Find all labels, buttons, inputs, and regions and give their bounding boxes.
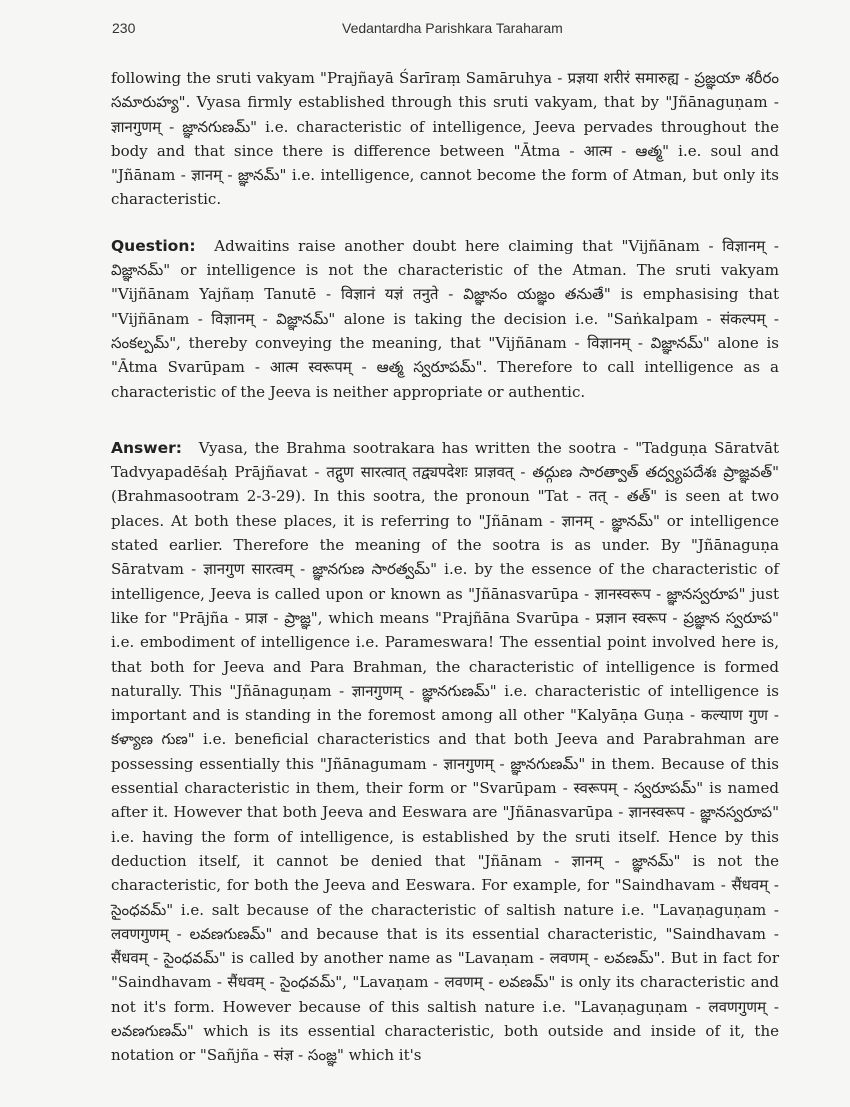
paragraph-question <box>111 234 779 404</box>
answer-label: Answer: <box>111 438 182 457</box>
page-body <box>111 66 779 1090</box>
question-label: Question: <box>111 236 196 255</box>
page-number: 230 <box>112 20 136 36</box>
paragraph-answer <box>111 436 779 1068</box>
page-header <box>112 20 772 40</box>
paragraph-text: following the sruti vakyam "Prajñayā Śarīraṃ Samāruhya - प्रज्ञया शरीरं समारुह्य - ప్రజ్ఞయా శరీరం సమారుహ్య". Vyasa firmly established through this sruti vakyam, that by "Jñānaguṇam - ज्ञानगुणम् - జ్ఞానగుణమ్" i.e. characteristic of intelligence, Jeeva pervades throughout the body and that since there is difference between "Ātma - आत्म - ఆత్మ" i.e. soul and "Jñānam - ज्ञानम् - జ్ఞానమ్" i.e. intelligence, cannot become the form of Atman, but only its characteristic. <box>111 69 779 209</box>
running-title: Vedantardha Parishkara Taraharam <box>342 20 563 36</box>
paragraph-intro <box>111 66 779 212</box>
paragraph-text: Vyasa, the Brahma sootrakara has written the sootra - "Tadguṇa Sāratvāt Tadvyapadēśaḥ Prājñavat - तद्गुण सारत्वात् तद्व्यपदेशः प्राज्ञवत् - తద్గుణ సారత్వాత్ తద్వ్యపదేశః ప్రాజ్ఞవత్" (Brahmasootram 2-3-29). In this sootra, the pronoun "Tat - तत् - తత్" is seen at two places. At both these places, it is referring to "Jñānam - ज्ञानम् - జ్ఞానమ్" or intelligence stated earlier. Therefore the meaning of the sootra is as under. By "Jñānaguṇa Sāratvam - ज्ञानगुण सारत्वम् - జ్ఞానగుణ సారత్వమ్" i.e. by the essence of the characteristic of intelligence, Jeeva is called upon or known as "Jñānasvarūpa - ज्ञानस्वरूप - జ్ఞానస్వరూప" just like for "Prājña - प्राज्ञ - ప్రాజ్ఞ", which means "Prajñāna Svarūpa - प्रज्ञान स्वरूप - ప్రజ్ఞాన స్వరూప" i.e. embodiment of intelligence i.e. Parameswara! The essential point involved here is, that both for Jeeva and Para Brahman, the characteristic of intelligence is formed naturally. This "Jñānaguṇam - ज्ञानगुणम् - జ్ఞానగుణమ్" i.e. characteristic of intelligence is important and is standing in the foremost among all other "Kalyāṇa Guṇa - कल्याण गुण - కళ్యాణ గుణ" i.e. beneficial characteristics and that both Jeeva and Parabrahman are possessing essentially this "Jñānagumam - ज्ञानगुणम् - జ్ఞానగుణమ్" in them. Because of this essential characteristic in them, their form or "Svarūpam - स्वरूपम् - స్వరూపమ్" is named after it. However that both Jeeva and Eeswara are "Jñānasvarūpa - ज्ञानस्वरूप - జ్ఞానస్వరూప" i.e. having the form of intelligence, is established by the sruti itself. Hence by this deduction itself, it cannot be denied that "Jñānam - ज्ञानम् - జ్ఞానమ్" is not the characteristic, for both the Jeeva and Eeswara. For example, for "Saindhavam - सैंधवम् - సైంధవమ్" i.e. salt because of the characteristic of saltish nature i.e. "Lavaṇaguṇam - लवणगुणम् - లవణగుణమ్" and because that is its essential characteristic, "Saindhavam - सैंधवम् - సైంధవమ్" is called by another name as "Lavaṇam - लवणम् - లవణమ్". But in fact for "Saindhavam - सैंधवम् - సైంధవమ్", "Lavaṇam - लवणम् - లవణమ్" is only its characteristic and not it's form. However because of this saltish nature i.e. "Lavaṇaguṇam - लवणगुणम् - లవణగుణమ్" which is its essential characteristic, both outside and inside of it, the notation or "Sañjña - संज्ञ - సంజ్ఞ" which it's <box>111 438 779 1065</box>
paragraph-text: Adwaitins raise another doubt here claiming that "Vijñānam - विज्ञानम् - విజ్ఞానమ్" or intelligence is not the characteristic of the Atman. The sruti vakyam "Vijñānam Yajñaṃ Tanutē - विज्ञानं यज्ञं तनुते - విజ్ఞానం యజ్ఞం తనుతే" is emphasising that "Vijñānam - विज्ञानम् - విజ్ఞానమ్" alone is taking the decision i.e. "Saṅkalpam - संकल्पम् - సంకల్పమ్", thereby conveying the meaning, that "Vijñānam - विज्ञानम् - విజ్ఞానమ్" alone is "Ātma Svarūpam - आत्म स्वरूपम् - ఆత్మ స్వరూపమ్". Therefore to call intelligence as a characteristic of the Jeeva is neither appropriate or authentic. <box>111 236 779 401</box>
